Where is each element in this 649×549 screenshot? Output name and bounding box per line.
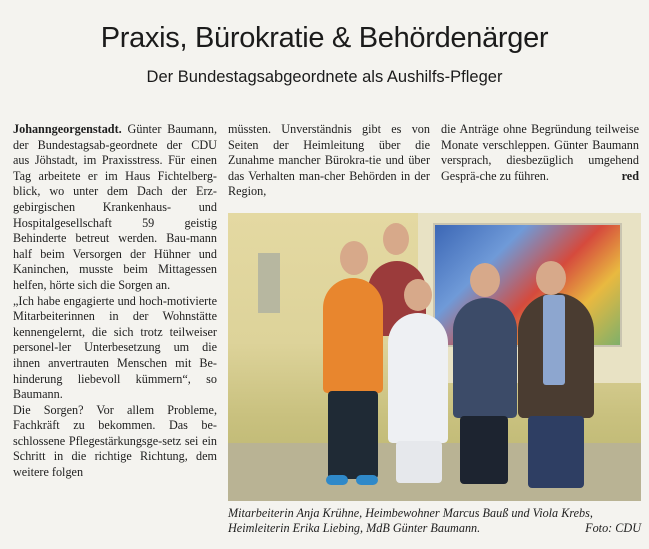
person-viola-body (388, 313, 448, 443)
subheadline: Der Bundestagsabgeordnete als Aushilfs-Pfleger (146, 68, 503, 86)
person-anja-body (323, 278, 383, 393)
caption-line-2: Heimleiterin Erika Liebing, MdB Günter Baumann. (228, 521, 481, 535)
person-guenter-head (536, 261, 566, 295)
photo-credit: Foto: CDU (585, 521, 641, 535)
person-viola-head (404, 279, 432, 311)
paragraph-3: Die Sorgen? Vor allem Probleme, Fachkräft zu bekommen. Das be-schlossene Pflegestärkungsge-setz sei ein Schritt in die richtige Richtung, dem weitere folgen (13, 402, 217, 480)
paragraph-col3-text: die Anträge ohne Begründung teilweise Monate verschleppen. Günter Baumann versprach, diesbezüglich umgehend Gesprä-che zu führen. (441, 122, 639, 183)
article-column-2 (228, 122, 430, 200)
person-erika-legs (460, 416, 508, 484)
photo-shelf (258, 253, 280, 313)
person-anja-legs (328, 391, 378, 479)
author-byline: red (621, 168, 639, 183)
paragraph-col2: müssten. Unverständnis gibt es von Seiten der Heimleitung über die Zunahme mancher Bürokra-tie und über das Verhalten man-cher Behörden in der Region, (228, 122, 430, 199)
person-anja-shoe (356, 475, 378, 485)
paragraph-1 (13, 122, 217, 294)
person-anja-shoe (326, 475, 348, 485)
dateline: Johanngeorgenstadt. (13, 122, 122, 136)
photo-caption (228, 506, 641, 536)
person-erika-body (453, 298, 517, 418)
person-anja-head (340, 241, 368, 275)
article-photo (228, 213, 641, 501)
person-marcus-head (383, 223, 409, 255)
article-column-3 (441, 122, 639, 184)
person-viola-legs (396, 441, 442, 483)
person-erika-head (470, 263, 500, 297)
person-guenter-legs (528, 416, 584, 488)
article-column-1 (13, 122, 217, 481)
caption-line-1: Mitarbeiterin Anja Krühne, Heimbewohner Marcus Bauß und Viola Krebs, (228, 506, 593, 520)
paragraph-1-text: Günter Baumann, der Bundestagsab-geordnete der CDU aus Jöhstadt, im Praxisstress. Für einen Tag arbeitete er im Haus Fichtelberg-blick, wo unter dem Dach der Erz-gebirgischen Krankenhaus- und Hospitalgesellschaft 59 geistig Behinderte betreut werden. Bau-mann half beim Versorgen der Hühner und Kaninchen, musste beim Mittagessen helfen, hörte sich die Sorgen an. (13, 122, 217, 292)
person-guenter-shirt (543, 295, 565, 385)
paragraph-2: „Ich habe engagierte und hoch-motivierte Mitarbeiterinnen in der Wohnstätte kennengelernt, die sich trotz teilweiser personel-ler Unterbesetzung um die ihnen anvertrauten Menschen mit Be-hinderung liebevoll kümmern“, so Baumann. (13, 293, 217, 402)
headline: Praxis, Bürokratie & Behördenärger (100, 22, 549, 54)
paragraph-col3 (441, 122, 639, 184)
